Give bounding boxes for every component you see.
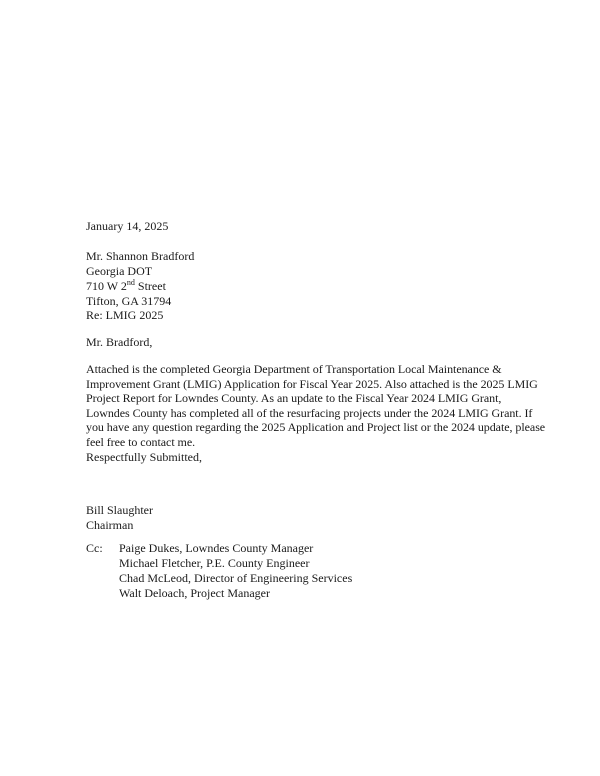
body-line: Project Report for Lowndes County. As an update to the Fiscal Year 2024 LMIG Grant, — [86, 391, 502, 405]
subject-line: Re: LMIG 2025 — [86, 308, 164, 322]
cc-entry: Paige Dukes, Lowndes County Manager — [119, 541, 314, 555]
body-line: Improvement Grant (LMIG) Application for Fiscal Year 2025. Also attached is the 2025 LMIG — [86, 376, 538, 391]
signature-block — [86, 503, 153, 533]
recipient-street: 710 W 2nd Street — [86, 278, 166, 293]
cc-list — [119, 541, 352, 601]
signer-name: Bill Slaughter — [86, 503, 153, 517]
cc-label: Cc: — [86, 541, 103, 555]
body-line: feel free to contact me. — [86, 434, 196, 449]
letter-date: January 14, 2025 — [86, 219, 169, 233]
salutation: Mr. Bradford, — [86, 335, 153, 349]
body-line: you have any question regarding the 2025 Application and Project list or the 2024 update, please — [86, 420, 546, 434]
recipient-name: Mr. Shannon Bradford — [86, 249, 195, 263]
recipient-city: Tifton, GA 31794 — [86, 294, 172, 308]
signer-title: Chairman — [86, 518, 134, 532]
cc-entry: Walt Deloach, Project Manager — [119, 586, 270, 600]
cc-entry: Chad McLeod, Director of Engineering Services — [119, 571, 353, 585]
body-line: Attached is the completed Georgia Department of Transportation Local Maintenance & — [86, 362, 502, 376]
letter-body — [86, 362, 546, 449]
recipient-address — [86, 249, 194, 309]
closing: Respectfully Submitted, — [86, 450, 202, 464]
recipient-org: Georgia DOT — [86, 264, 153, 278]
cc-entry: Michael Fletcher, P.E. County Engineer — [119, 556, 310, 570]
body-line: Lowndes County has completed all of the resurfacing projects under the 2024 LMIG Grant. If — [86, 405, 533, 420]
